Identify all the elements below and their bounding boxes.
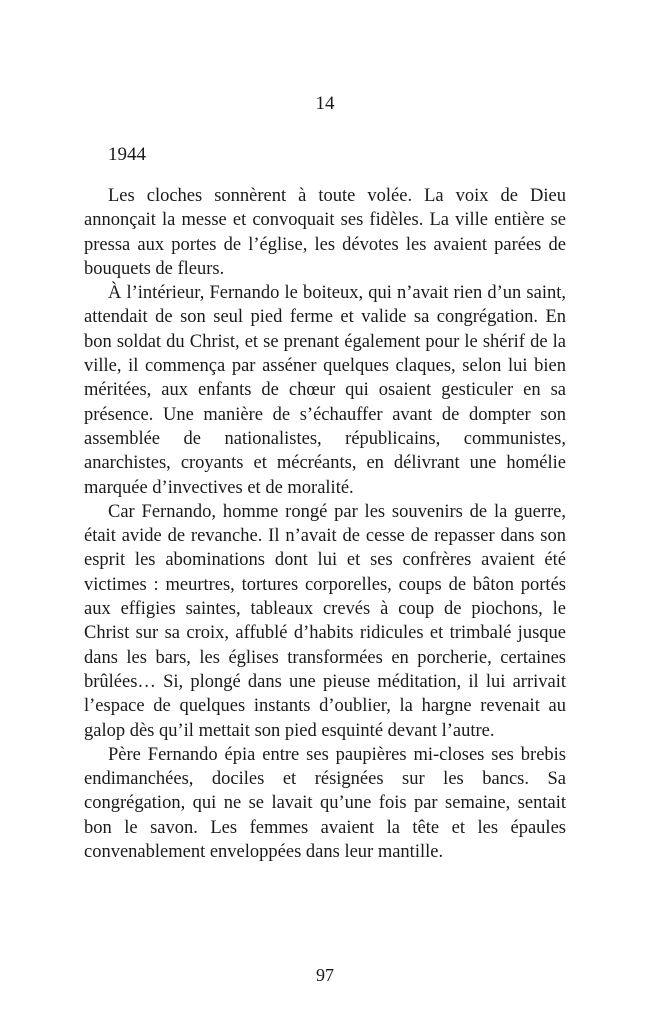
chapter-number: 14 bbox=[315, 93, 335, 114]
paragraph: Père Fernando épia entre ses paupières mi-closes ses brebis endimanchées, dociles et résignées sur les bancs. Sa congrégation, qui ne se lavait qu’une fois par semaine, sentait bon le savon. Les femmes avaient la tête et les épaules convenablement enveloppées dans leur mantille. bbox=[84, 744, 566, 863]
paragraph: À l’intérieur, Fernando le boiteux, qui n’avait rien d’un saint, attendait de son seul pied ferme et valide sa congrégation. En bon soldat du Christ, et se prenant également pour le shérif de la ville, il commença par asséner quelques claques, selon lui bien méritées, aux enfants de chœur qui osaient gesticuler en sa présence. Une manière de s’échauffer avant de dompter son assemblée de nationalistes, républicains, communistes, anarchistes, croyants et mécréants, en délivrant une homélie marquée d’invectives et de moralité. bbox=[84, 283, 566, 498]
page-number: 97 bbox=[316, 965, 334, 985]
paragraph: Les cloches sonnèrent à toute volée. La voix de Dieu annonçait la messe et convoquait ses fidèles. La ville entière se pressa aux portes de l’église, les dévotes les avaient parées de bouquets de fleurs. bbox=[84, 186, 566, 279]
chapter-body bbox=[84, 184, 566, 864]
paragraph: Car Fernando, homme rongé par les souvenirs de la guerre, était avide de revanche. Il n’avait de cesse de repasser dans son esprit les abominations dont lui et ses confrères avaient été victimes : meurtres, tortures corporelles, coups de bâton portés aux effigies saintes, tableaux crevés à coup de piochons, le Christ sur sa croix, affublé d’habits ridicules et trimbalé jusque dans les bars, les églises transformées en porcherie, certaines brûlées… Si, plongé dans une pieuse méditation, il lui arrivait l’espace de quelques instants d’oublier, la hargne revenait au galop dès qu’il mettait son pied esquinté devant l’autre. bbox=[84, 501, 566, 741]
chapter-date: 1944 bbox=[108, 144, 146, 165]
